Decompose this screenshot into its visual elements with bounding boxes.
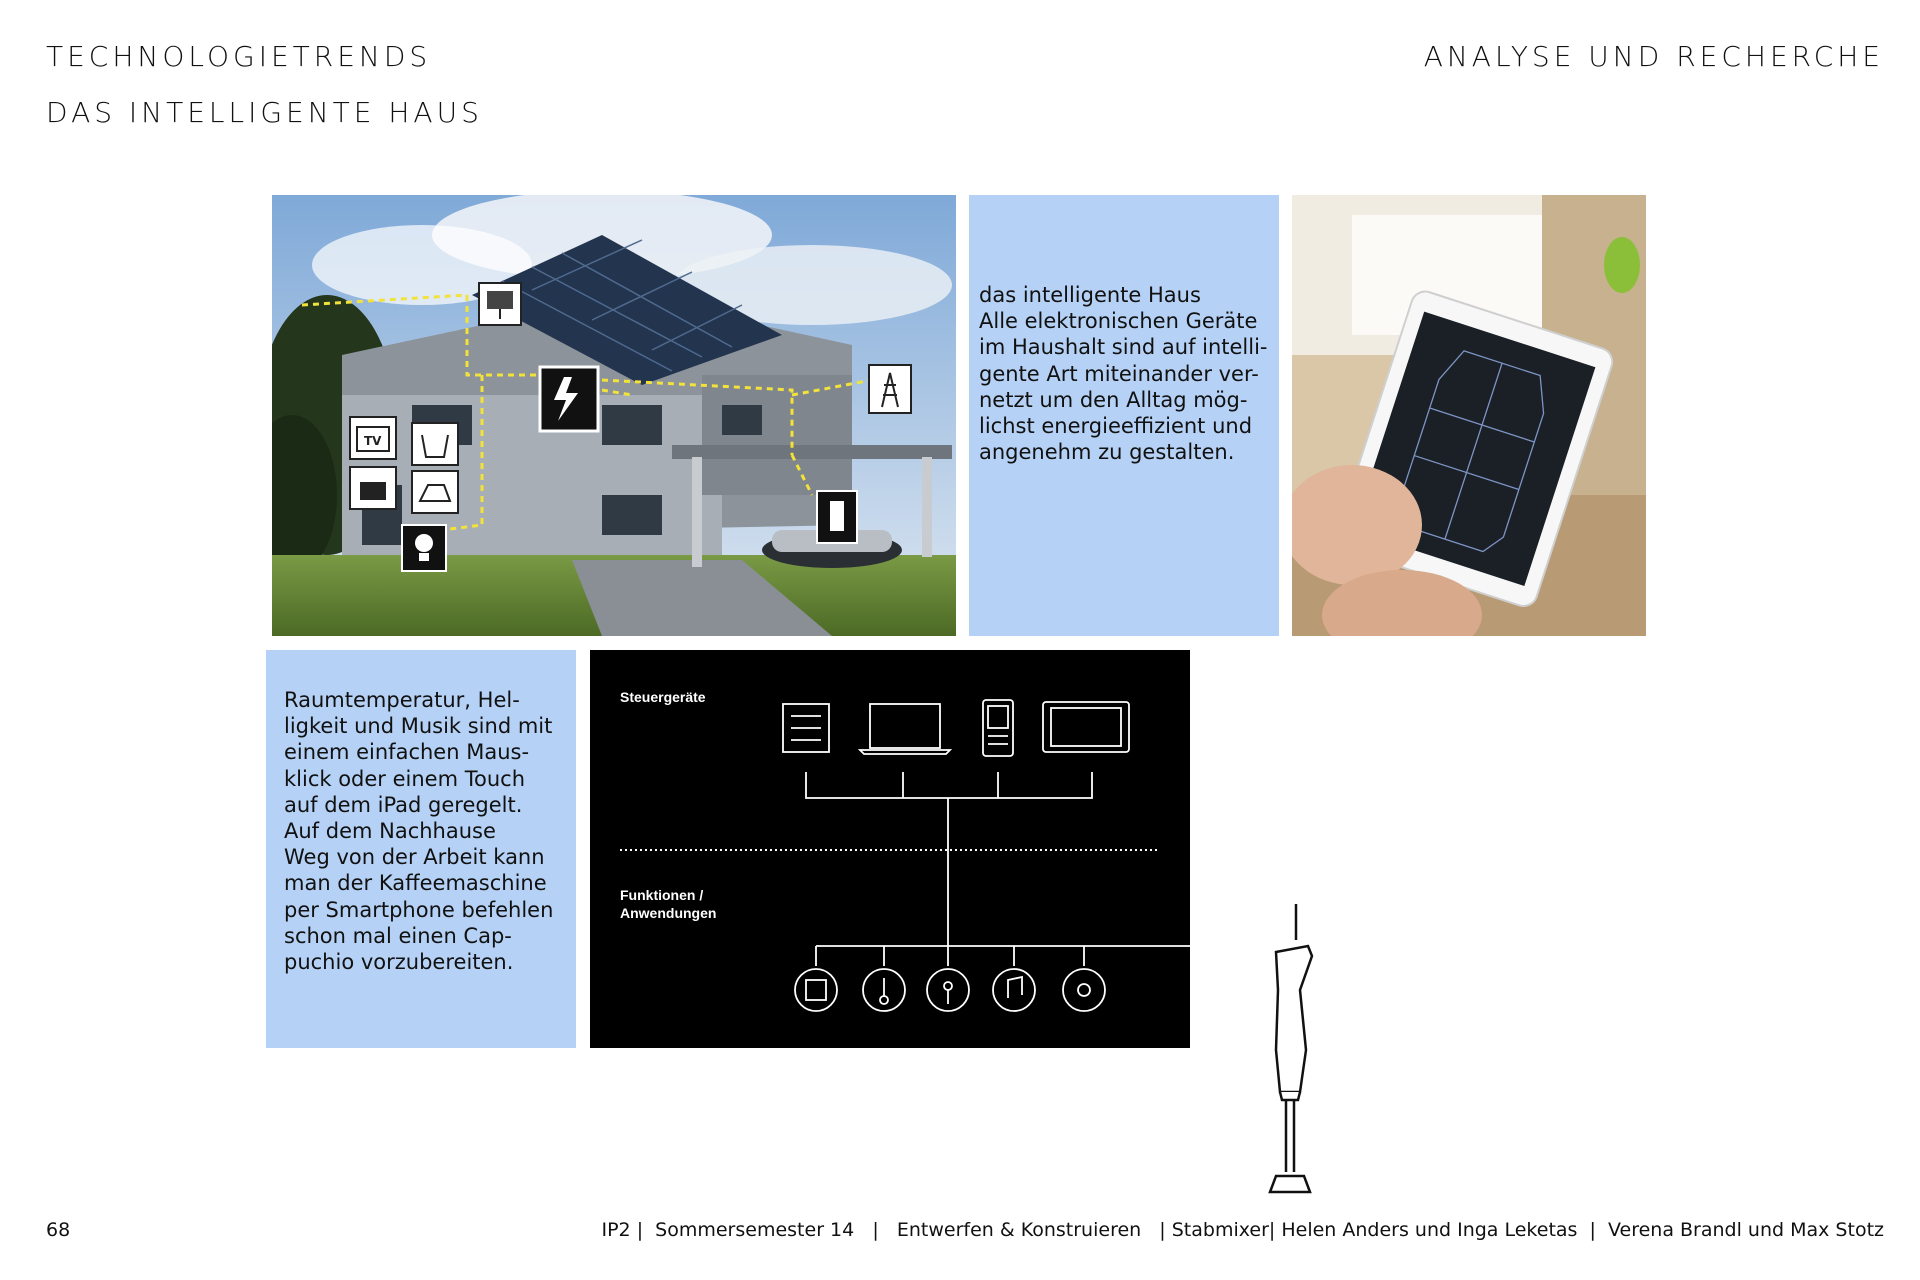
functions-label-line1: Funktionen /	[620, 887, 704, 903]
page-number: 68	[46, 1219, 71, 1241]
panel-line: einem einfachen Maus-	[284, 740, 530, 765]
smart-house-image	[272, 195, 956, 636]
control-panel-icon	[783, 704, 829, 752]
panel-line: gente Art miteinander ver-	[979, 361, 1259, 386]
tablet-icon	[1043, 702, 1129, 752]
battery-cycle-icon	[817, 491, 857, 543]
panel-line: schon mal einen Cap-	[284, 923, 512, 948]
tv-label: TV	[364, 434, 382, 448]
footer-credits: IP2 | Sommersemester 14 | Entwerfen & Konstruieren | Stabmixer| Helen Anders und Inga Leketas | Verena Brandl und Max Stotz	[601, 1219, 1884, 1241]
section-title: ANALYSE UND RECHERCHE	[1423, 40, 1884, 73]
thermometer-icon	[863, 969, 905, 1011]
panel-line: Weg von der Arbeit kann	[284, 845, 545, 870]
light-icon	[1063, 969, 1105, 1011]
panel-line: klick oder einem Touch	[284, 766, 526, 791]
info-panel-control	[266, 650, 576, 1048]
panel-line: man der Kaffeemaschine	[284, 871, 547, 896]
panel-line: ligkeit und Musik sind mit	[284, 714, 553, 739]
laptop-icon	[860, 704, 950, 754]
tv-icon	[350, 417, 396, 459]
panel-line: per Smartphone befehlen	[284, 897, 554, 922]
iron-icon	[412, 471, 458, 513]
washing-icon	[412, 423, 458, 465]
smartphone-icon	[983, 700, 1013, 756]
light-bulb-icon	[402, 525, 446, 571]
power-pylon-icon	[869, 365, 911, 413]
panel-line: angenehm zu gestalten.	[979, 440, 1235, 465]
panel-line: Alle elektronischen Geräte	[979, 309, 1258, 334]
hand-blender-illustration	[1180, 900, 1330, 1212]
panel-heading: das intelligente Haus	[979, 283, 1201, 307]
panel-line: Raumtemperatur, Hel-	[284, 688, 520, 712]
functions-label-line2: Anwendungen	[620, 905, 717, 921]
panel-line: Auf dem Nachhause	[284, 819, 496, 844]
panel-line: netzt um den Alltag mög-	[979, 387, 1248, 412]
tablet-photo	[1292, 195, 1646, 636]
panel-line: auf dem iPad geregelt.	[284, 792, 523, 817]
page-title: TECHNOLOGIETRENDS	[46, 40, 432, 73]
control-diagram	[590, 650, 1190, 1048]
music-icon	[993, 969, 1035, 1011]
panel-line: lichst energieeffizient und	[979, 414, 1253, 439]
page-subtitle: DAS INTELLIGENTE HAUS	[46, 96, 483, 129]
power-lightning-icon	[540, 367, 598, 431]
cooking-pot-icon	[350, 467, 396, 509]
panel-line: puchio vorzubereiten.	[284, 950, 514, 975]
blinds-icon	[795, 969, 837, 1011]
solar-panel-icon	[479, 283, 521, 325]
devices-label: Steuergeräte	[620, 689, 706, 705]
info-panel-smart-house	[969, 195, 1279, 636]
fan-icon	[927, 969, 969, 1011]
panel-line: im Haushalt sind auf intelli-	[979, 335, 1268, 360]
